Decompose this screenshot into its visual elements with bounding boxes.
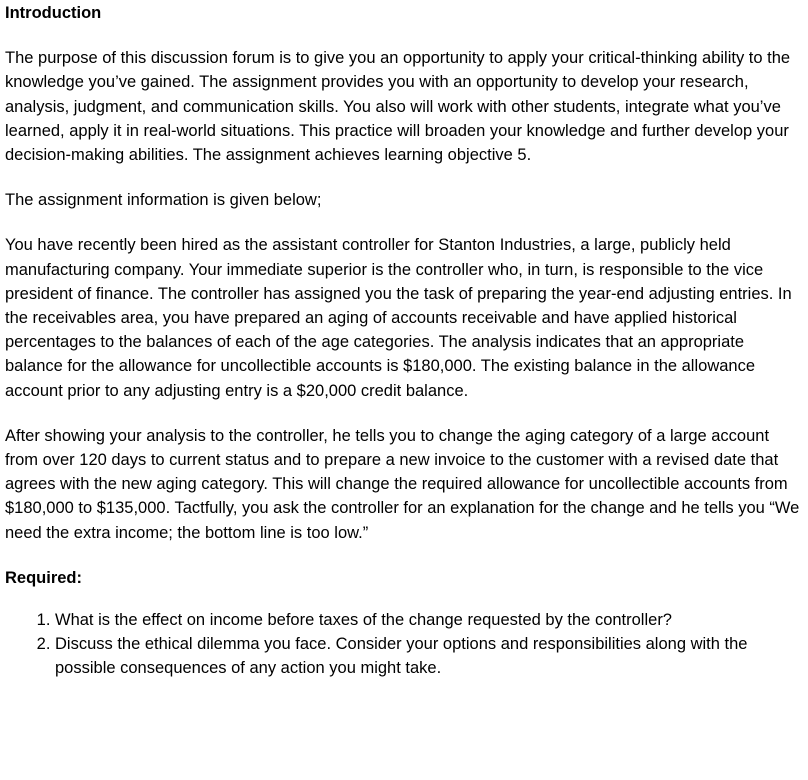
- intro-paragraph: The purpose of this discussion forum is to give you an opportunity to apply your critical-thinking ability to the knowledge you’ve gained. The assignment provides you with an opportunity to develop your research, analysis, judgment, and communication skills. You also will work with other students, integrate what you’ve learned, apply it in real-world situations. This practice will broaden your knowledge and further develop your decision-making abilities. The assignment achieves learning objective 5.: [5, 49, 791, 165]
- document-body: [0, 1, 808, 681]
- required-heading: Required:: [5, 568, 83, 587]
- question-item-2: 2. Discuss the ethical dilemma you face. Consider your options and responsibilities along with the possible consequences of any action you might take.: [55, 632, 802, 680]
- question-item-1: 1. What is the effect on income before taxes of the change requested by the controller?: [55, 608, 802, 632]
- scenario-paragraph-1: You have recently been hired as the assistant controller for Stanton Industries, a large, publicly held manufacturing company. Your immediate superior is the controller who, in turn, is responsible to the vice president of finance. The controller has assigned you the task of preparing the year-end adjusting entries. In the receivables area, you have prepared an aging of accounts receivable and have applied historical percentages to the balances of each of the age categories. The analysis indicates that an appropriate balance for the allowance for uncollectible accounts is $180,000. The existing balance in the allowance account prior to any adjusting entry is a $20,000 credit balance.: [5, 236, 792, 400]
- scenario-paragraph-2: After showing your analysis to the controller, he tells you to change the aging category of a large account from over 120 days to current status and to prepare a new invoice to the customer with a revised date that agrees with the new aging category. This will change the required allowance for uncollectible accounts from $180,000 to $135,000. Tactfully, you ask the controller for an explanation for the change and he tells you “We need the extra income; the bottom line is too low.”: [5, 426, 800, 542]
- intro-heading: Introduction: [5, 4, 102, 22]
- questions-list: [5, 608, 802, 681]
- assignment-intro: The assignment information is given below;: [5, 191, 322, 210]
